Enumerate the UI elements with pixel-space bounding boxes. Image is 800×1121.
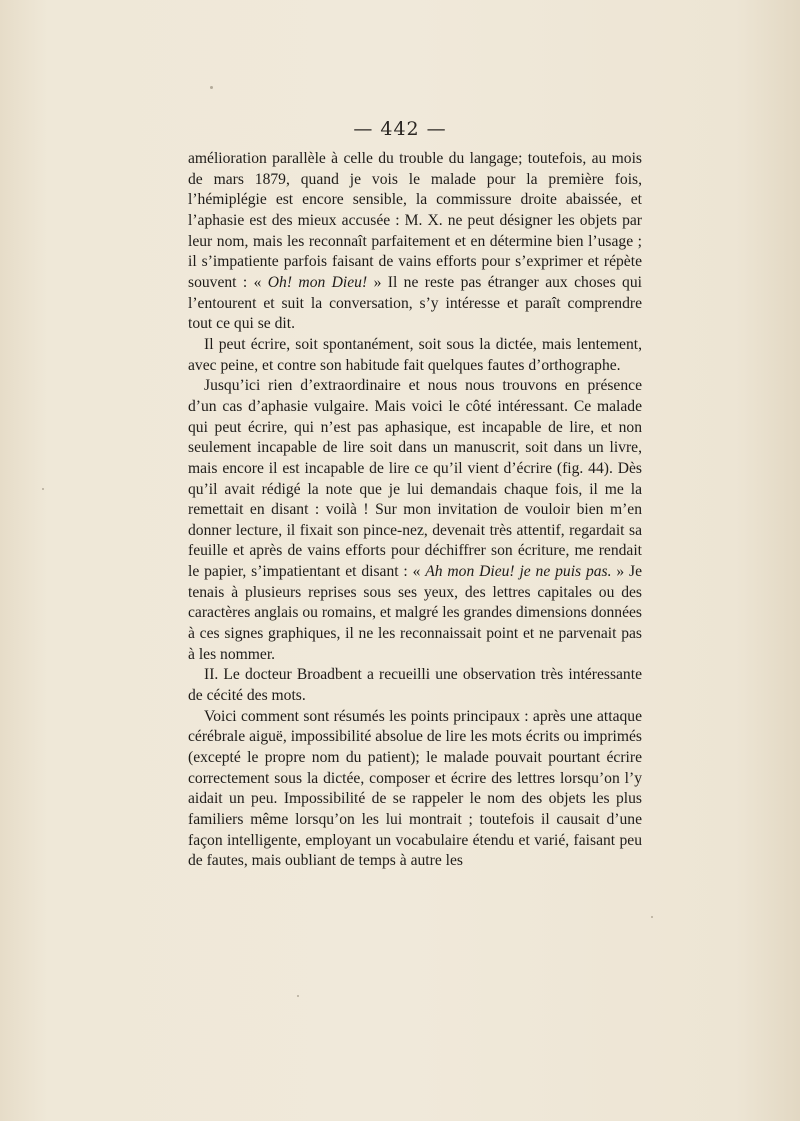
text-run: » Il ne reste pas étranger aux choses qui l’entourent et suit la conversation, s’y intéresse et paraît comprendre tout ce qui se dit. — [188, 273, 642, 333]
italic-quote: Oh! mon Dieu! — [267, 273, 368, 291]
paragraph — [188, 335, 642, 376]
paper-speck — [651, 916, 653, 918]
page-number: — 442 — — [353, 118, 447, 140]
paper-speck — [42, 488, 44, 490]
text-run: II. Le docteur Broadbent a recueilli une observation très intéressante de cécité des mots. — [188, 666, 642, 705]
text-run: Voici comment sont résumés les points principaux : après une attaque cérébrale aiguë, impossibilité absolue de lire les mots écrits ou imprimés (excepté le propre nom du patient); le malade pouvait pourtant écrire correctement sous la dictée, composer et écrire des lettres lorsqu’on l’y aidait un peu. Impossibilité de se rappeler le nom des objets les plus familiers même lorsqu’on les lui montrait ; toutefois il causait d’une façon intelligente, employant un vocabulaire étendu et varié, faisant peu de fautes, mais oubliant de temps à autre les — [188, 707, 642, 870]
paragraph — [188, 707, 642, 872]
text-run: Il peut écrire, soit spontanément, soit sous la dictée, mais lentement, avec peine, et contre son habitude fait quelques fautes d’orthographe. — [188, 335, 642, 374]
body-text — [188, 149, 642, 872]
text-run: Jusqu’ici rien d’extraordinaire et nous nous trouvons en présence d’un cas d’aphasie vulgaire. Mais voici le côté intéressant. Ce malade qui peut écrire, qui n’est pas aphasique, est incapable de lire, et non seulement incapable de lire soit dans un manuscrit, soit dans un livre, mais encore il est incapable de lire ce qu’il vient d’écrire (fig. 44). Dès qu’il avait rédigé la note que je lui demandais chaque fois, il me la remettait en disant : voilà ! Sur mon invitation de vouloir bien m’en donner lecture, il fixait son pince-nez, devenait très attentif, regardait sa feuille et après de vains efforts pour déchiffrer son écriture, me rendait le papier, s’impatientant et disant : « — [188, 377, 642, 581]
paragraph — [188, 149, 642, 335]
italic-quote: Ah mon Dieu! je ne puis pas. — [425, 563, 612, 581]
text-run: » Je tenais à plusieurs reprises sous ses yeux, des lettres capitales ou des caractères anglais ou romains, et malgré les grandes dimensions données à ces signes graphiques, il ne les reconnaissait point et ne parvenait pas à les nommer. — [188, 563, 642, 663]
text-run: amélioration parallèle à celle du trouble du langage; toutefois, au mois de mars 1879, quand je vois le malade pour la première fois, l’hémiplégie est encore sensible, la commissure droite abaissée, et l’aphasie est des mieux accusée : M. X. ne peut désigner les objets par leur nom, mais les reconnaît parfaitement et en détermine bien l’usage ; il s’impatiente parfois faisant de vains efforts pour s’exprimer et répète souvent : « — [188, 150, 642, 291]
paragraph — [188, 376, 642, 665]
paper-speck — [297, 995, 299, 997]
paragraph — [188, 665, 642, 706]
paper-speck — [210, 86, 213, 89]
